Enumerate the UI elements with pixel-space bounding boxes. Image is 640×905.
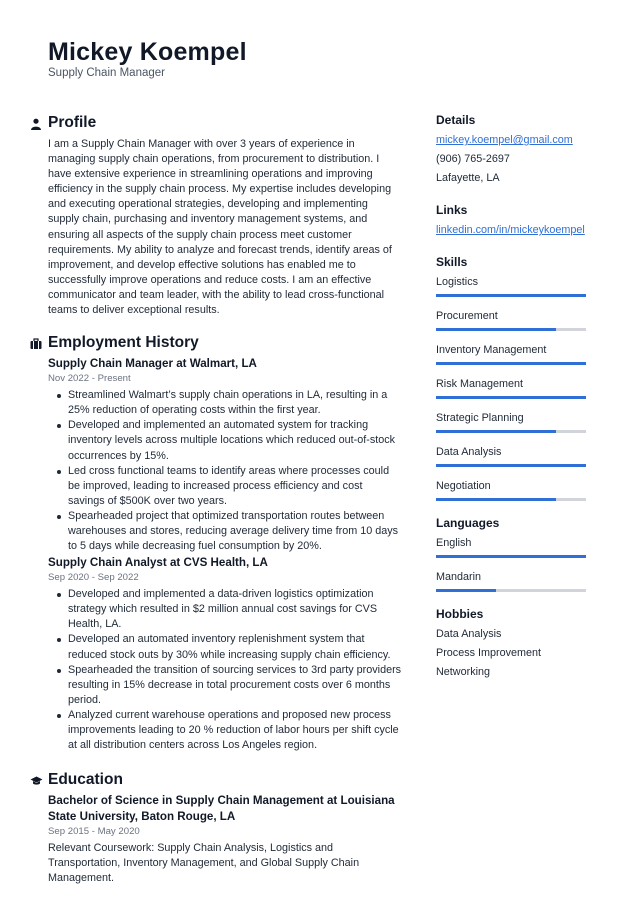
education-heading-row [30,769,402,791]
skill-level-bar [436,328,586,331]
details-heading: Details [436,113,476,127]
education-dates: Sep 2015 - May 2020 [48,826,140,838]
job-bullet: Spearheaded project that optimized transportation routes between warehouses and stores, reducing average delivery time from 10 days to 5 days while decreasing fuel consumption by 20%. [48,509,402,554]
skill-level-bar [436,464,586,467]
level-fill [436,555,586,558]
hobby-item: Data Analysis [436,628,502,640]
skill-level-bar [436,294,586,297]
job-bullet: Streamlined Walmart’s supply chain operations in LA, resulting in a 25% reduction of operating costs within the first year. [48,388,402,418]
details-section [436,112,596,188]
skill-label: Negotiation [436,480,491,492]
links-heading: Links [436,203,468,217]
employment-section [30,332,402,753]
sidebar-column [436,112,596,682]
skill-item [436,309,596,331]
education-text: Relevant Coursework: Supply Chain Analysis, Logistics and Transportation, Inventory Management, and Global Supply Chain Management. [48,842,360,885]
skill-label: Logistics [436,276,479,288]
skill-level-bar [436,498,586,501]
profile-heading-row [30,112,402,134]
job-bullet: Led cross functional teams to identify areas where processes could be improved, leading to increased process efficiency and cost savings of $500K over two years. [48,464,402,509]
profile-heading: Profile [48,114,97,131]
job-title: Supply Chain Manager at Walmart, LA [48,357,257,371]
language-item [436,570,596,592]
level-fill [436,430,556,433]
job-bullet: Spearheaded the transition of sourcing services to 3rd party providers resulting in 15% decrease in total procurement costs over 6 months period. [48,663,402,708]
main-column [30,112,402,886]
language-label: Mandarin [436,571,482,583]
skill-level-bar [436,362,586,365]
skill-level-bar [436,430,586,433]
job-bullets [48,587,402,753]
skill-label: Inventory Management [436,344,547,356]
skill-item [436,343,596,365]
skill-item [436,411,596,433]
job-dates: Sep 2020 - Sep 2022 [48,572,139,584]
languages-heading: Languages [436,516,500,530]
job-dates: Nov 2022 - Present [48,373,131,385]
phone-number: (906) 765-2697 [436,153,510,165]
employment-heading: Employment History [48,334,199,352]
profile-text: I am a Supply Chain Manager with over 3 years of experience in managing supply chain operations, from procurement to distribution. I have extensive experience in streamlining operations and improving efficiency in the supply chain process. My expertise includes developing and executing operational strategies, developing and implementing supply chain, purchasing and inventory management systems, and ensuring all aspects of the supply chain process meet customer requirements. My ability to analyze and forecast trends, identify areas of improvement, and develop effective solutions has enabled me to successfully improve operations and reduce costs. I am an effective communicator and team leader, with the ability to lead cross-functional teams to deliver exceptional results. [48,138,392,317]
level-fill [436,294,586,297]
language-level-bar [436,589,586,592]
language-level-bar [436,555,586,558]
education-title: Bachelor of Science in Supply Chain Management at Louisiana State University, Baton Rouge, LA [48,794,395,824]
skills-section [436,254,596,501]
skill-label: Procurement [436,310,498,322]
hobby-item: Process Improvement [436,647,542,659]
candidate-name: Mickey Koempel [48,38,247,66]
languages-list [436,536,596,592]
level-fill [436,589,496,592]
briefcase-icon [30,337,42,349]
skill-item [436,479,596,501]
level-fill [436,396,586,399]
linkedin-link[interactable]: linkedin.com/in/mickeykoempel [436,224,585,236]
education-heading: Education [48,771,123,789]
graduation-cap-icon [30,774,42,786]
job-bullet: Developed an automated inventory replenishment system that reduced stock outs by 30% while increasing supply chain efficiency. [48,632,402,662]
profile-section [30,112,402,318]
hobbies-section [436,606,596,682]
job-bullet: Developed and implemented a data-driven logistics optimization strategy which resulted in $2 million annual cost savings for CVS Health, LA. [48,587,402,632]
links-section [436,202,596,240]
jobs-list [48,356,402,753]
candidate-title: Supply Chain Manager [48,67,165,79]
skill-item [436,445,596,467]
hobbies-heading: Hobbies [436,607,484,621]
skill-label: Strategic Planning [436,412,524,424]
person-icon [30,117,42,129]
language-label: English [436,537,472,549]
job-bullet: Developed and implemented an automated system for tracking inventory levels across multiple locations which reduced out-of-stock occurrences by 15%. [48,418,402,463]
employment-heading-row [30,332,402,354]
skill-label: Data Analysis [436,446,502,458]
job-bullets [48,388,402,554]
email-link[interactable]: mickey.koempel@gmail.com [436,134,573,146]
skills-list [436,275,596,501]
level-fill [436,498,556,501]
language-item [436,536,596,558]
job-title: Supply Chain Analyst at CVS Health, LA [48,556,268,570]
skill-item [436,275,596,297]
education-section [30,769,402,886]
skills-heading: Skills [436,255,468,269]
location: Lafayette, LA [436,172,500,184]
level-fill [436,328,556,331]
job-bullet: Analyzed current warehouse operations and proposed new process improvements leading to 20 % reduction of labor hours per shift cycle at all distribution centers across Los Angeles region. [48,708,402,753]
level-fill [436,362,586,365]
skill-item [436,377,596,399]
hobby-item: Networking [436,666,491,678]
skill-level-bar [436,396,586,399]
level-fill [436,464,586,467]
languages-section [436,515,596,592]
skill-label: Risk Management [436,378,524,390]
